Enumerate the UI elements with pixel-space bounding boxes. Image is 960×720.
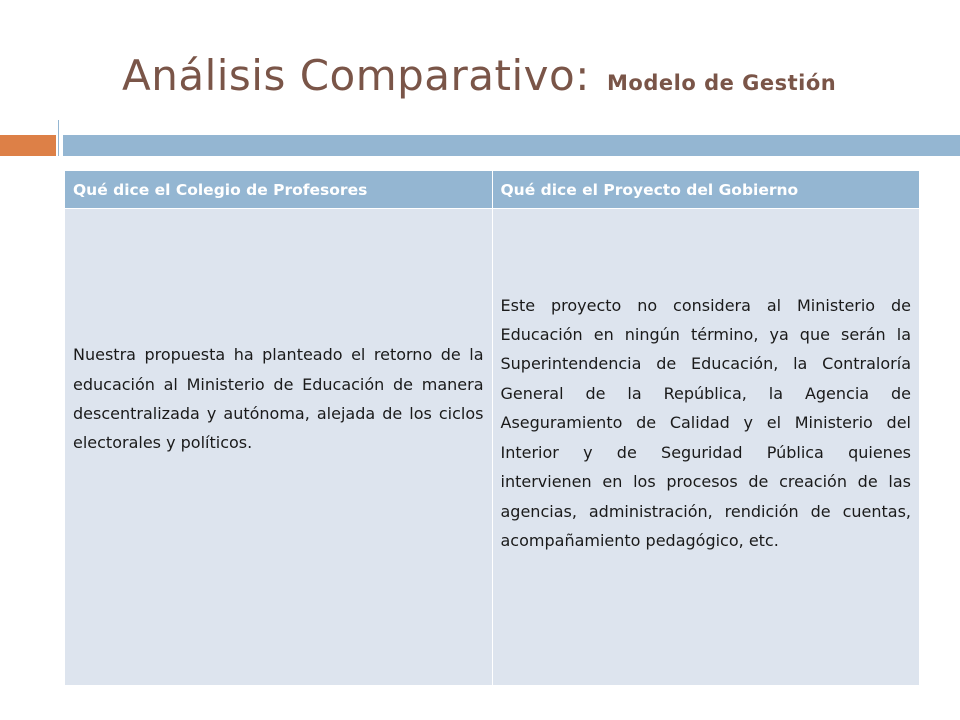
accent-divider [58, 120, 59, 156]
table-row [65, 209, 920, 686]
slide-title-subtitle: Modelo de Gestión [607, 71, 837, 95]
header-colegio-profesores: Qué dice el Colegio de Profesores [65, 171, 493, 209]
header-proyecto-gobierno: Qué dice el Proyecto del Gobierno [492, 171, 920, 209]
cell-colegio-profesores [65, 209, 493, 686]
accent-bar-blue [63, 135, 960, 156]
cell-proyecto-gobierno [492, 209, 920, 686]
table-header-row [65, 171, 920, 209]
cell-colegio-profesores-text: Nuestra propuesta ha planteado el retorno de la educación al Ministerio de Educación de manera descentralizada y autónoma, alejada de los ciclos electorales y políticos. [73, 345, 484, 453]
slide-title [122, 46, 942, 106]
slide-title-main: Análisis Comparativo: [122, 51, 590, 100]
cell-proyecto-gobierno-text: Este proyecto no considera al Ministerio de Educación en ningún término, ya que serán la Superintendencia de Educación, la Contraloría General de la República, la Agencia de Aseguramiento de Calidad y el Ministerio del Interior y de Seguridad Pública quienes intervienen en los procesos de creación de las agencias, administración, rendición de cuentas, acompañamiento pedagógico, etc. [500, 295, 911, 550]
accent-bar-orange [0, 135, 56, 156]
comparison-table [64, 170, 920, 686]
